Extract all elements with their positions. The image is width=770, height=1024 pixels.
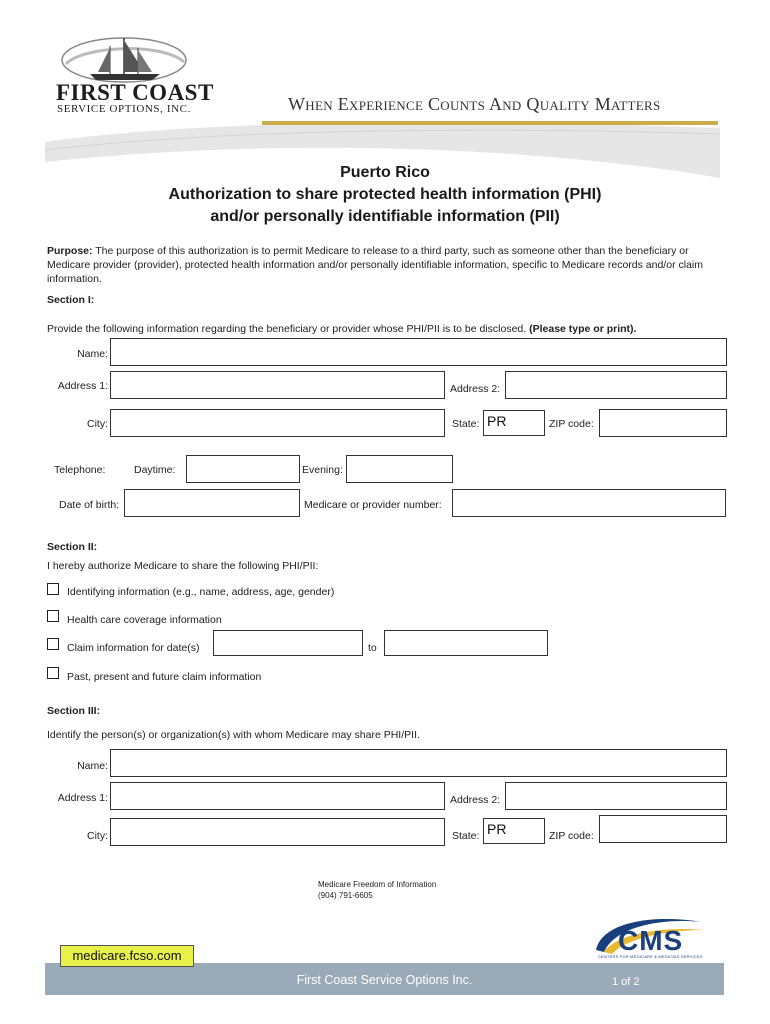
s1-name-label: Name: bbox=[77, 348, 108, 360]
s1-dob-field[interactable] bbox=[124, 489, 300, 517]
logo-company-subname: SERVICE OPTIONS, INC. bbox=[57, 103, 191, 115]
s3-zip-field[interactable] bbox=[599, 815, 727, 843]
footer-company: First Coast Service Options Inc. bbox=[296, 973, 473, 987]
s3-address1-field[interactable] bbox=[110, 782, 445, 810]
s1-medicare-label: Medicare or provider number: bbox=[304, 499, 442, 511]
s1-address1-field[interactable] bbox=[110, 371, 445, 399]
s1-address2-field[interactable] bbox=[505, 371, 727, 399]
s1-evening-field[interactable] bbox=[346, 455, 453, 483]
s1-zip-label: ZIP code: bbox=[549, 418, 594, 430]
s2-identifying-checkbox[interactable] bbox=[47, 583, 59, 595]
section3-heading: Section III: bbox=[47, 705, 101, 717]
cms-logo: CMS bbox=[618, 925, 684, 956]
s1-dob-label: Date of birth: bbox=[59, 499, 120, 511]
s3-city-field[interactable] bbox=[110, 818, 445, 846]
s3-address2-field[interactable] bbox=[505, 782, 727, 810]
s2-date-from-field[interactable] bbox=[213, 630, 363, 656]
section1-intro-bold: (Please type or print). bbox=[529, 323, 637, 335]
s1-name-field[interactable] bbox=[110, 338, 727, 366]
section2-heading: Section II: bbox=[47, 541, 98, 553]
s2-coverage-checkbox[interactable] bbox=[47, 610, 59, 622]
s3-state-label: State: bbox=[452, 830, 480, 842]
header-gold-rule bbox=[262, 121, 718, 125]
s1-evening-label: Evening: bbox=[302, 464, 343, 476]
s3-zip-label: ZIP code: bbox=[549, 830, 594, 842]
header-tagline: When Experience Counts And Quality Matters bbox=[288, 94, 661, 114]
s1-city-field[interactable] bbox=[110, 409, 445, 437]
s1-medicare-field[interactable] bbox=[452, 489, 726, 517]
s2-claim-dates-label: Claim information for date(s) bbox=[67, 642, 200, 654]
purpose-paragraph bbox=[47, 244, 727, 286]
s2-past-present-label: Past, present and future claim information bbox=[67, 671, 262, 683]
section1-intro bbox=[47, 322, 727, 336]
s1-daytime-field[interactable] bbox=[186, 455, 300, 483]
s2-past-present-checkbox[interactable] bbox=[47, 667, 59, 679]
s3-name-field[interactable] bbox=[110, 749, 727, 777]
s3-address2-label: Address 2: bbox=[450, 794, 501, 806]
s1-address2-label: Address 2: bbox=[450, 383, 501, 395]
cms-logo-subtitle: CENTERS FOR MEDICARE & MEDICAID SERVICES bbox=[598, 954, 703, 959]
contact-phone: (904) 791-6605 bbox=[318, 891, 373, 900]
s2-identifying-label: Identifying information (e.g., name, address, age, gender) bbox=[67, 586, 335, 598]
s2-to-label: to bbox=[368, 642, 377, 654]
s1-daytime-label: Daytime: bbox=[134, 464, 176, 476]
section1-intro-text: Provide the following information regarding the beneficiary or provider whose PHI/PII is to be disclosed. bbox=[47, 323, 530, 335]
s2-claim-dates-checkbox[interactable] bbox=[47, 638, 59, 650]
section1-heading: Section I: bbox=[47, 294, 95, 306]
title-sub: and/or personally identifiable information (PII) bbox=[210, 208, 560, 225]
s3-state-field[interactable]: PR bbox=[483, 818, 545, 844]
s2-coverage-label: Health care coverage information bbox=[67, 614, 222, 626]
s3-address1-label: Address 1: bbox=[57, 792, 108, 804]
title-region: Puerto Rico bbox=[340, 164, 430, 181]
footer-url-link[interactable]: medicare.fcso.com bbox=[60, 945, 194, 967]
logo-company-name: FIRST COAST bbox=[56, 80, 214, 105]
purpose-text: The purpose of this authorization is to permit Medicare to release to a third party, such as someone other than the beneficiary or Medicare provider (provider), protected health information and/or personally identifiable information, specific to Medicare records and/or claim information. bbox=[47, 245, 703, 285]
s1-state-field[interactable]: PR bbox=[483, 410, 545, 436]
section2-intro: I hereby authorize Medicare to share the following PHI/PII: bbox=[47, 560, 319, 572]
section3-intro: Identify the person(s) or organization(s) with whom Medicare may share PHI/PII. bbox=[47, 729, 420, 741]
s2-date-to-field[interactable] bbox=[384, 630, 548, 656]
title-main: Authorization to share protected health information (PHI) bbox=[168, 186, 602, 203]
s1-zip-field[interactable] bbox=[599, 409, 727, 437]
s1-state-label: State: bbox=[452, 418, 480, 430]
s1-telephone-label: Telephone: bbox=[54, 464, 106, 476]
contact-line1: Medicare Freedom of Information bbox=[318, 880, 437, 889]
s3-name-label: Name: bbox=[77, 760, 108, 772]
purpose-label: Purpose: bbox=[47, 245, 93, 257]
s1-city-label: City: bbox=[87, 418, 108, 430]
s3-city-label: City: bbox=[87, 830, 108, 842]
s1-address1-label: Address 1: bbox=[57, 380, 108, 392]
page-number: 1 of 2 bbox=[612, 976, 640, 988]
